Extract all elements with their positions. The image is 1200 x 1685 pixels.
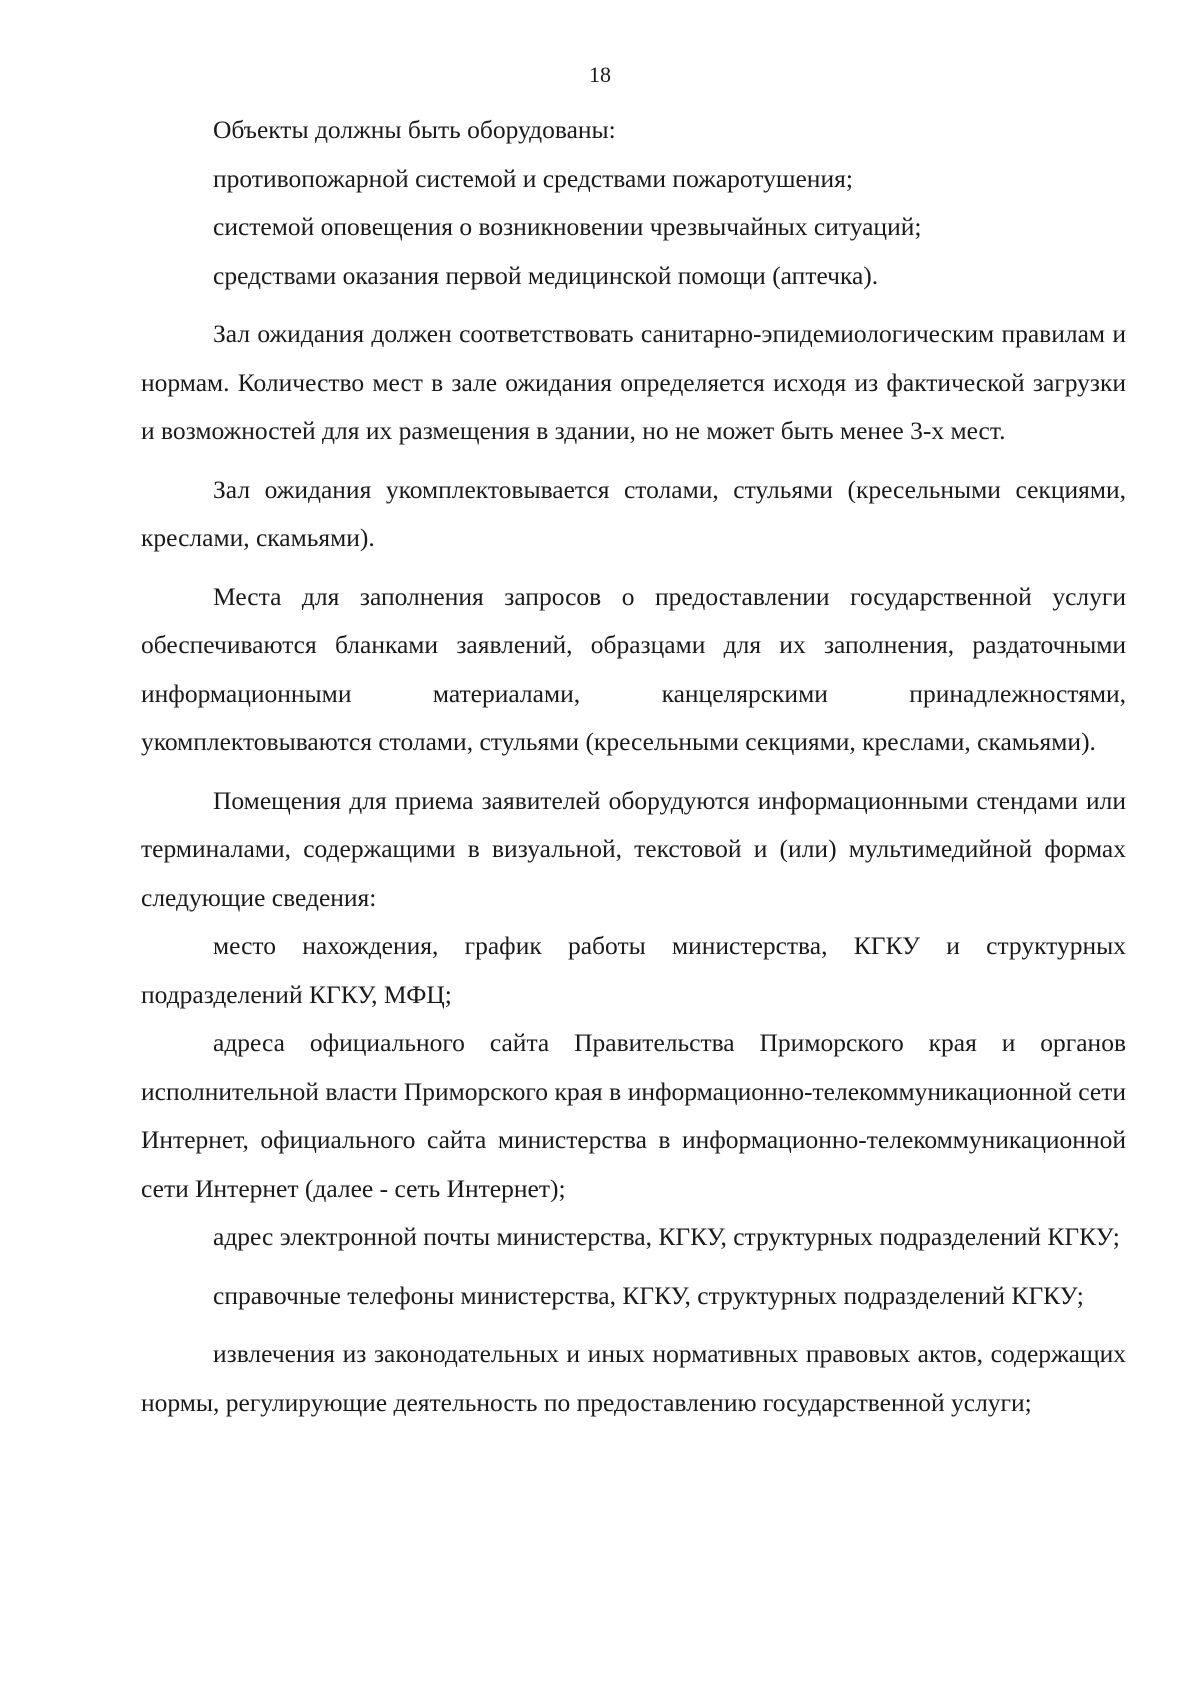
paragraph-equipment-intro: Объекты должны быть оборудованы: bbox=[213, 115, 616, 144]
paragraph-waiting-hall: Зал ожидания должен соответствовать санитарно-эпидемиологическим правилам и нормам. Количество мест в зале ожидания определяется исходя из фактической загрузки и возможностей для их размещения в здании, но не может быть менее 3-х мест. bbox=[141, 319, 1126, 445]
paragraph-request-places: Места для заполнения запросов о предоставлении государственной услуги обеспечиваются бланками заявлений, образцами для их заполнения, раздаточными информационными материалами, канцелярскими принадлежностями, укомплектовываются столами, стульями (кресельными секциями, креслами, скамьями). bbox=[141, 581, 1126, 756]
document-body bbox=[141, 106, 1126, 1427]
paragraph-alert-system: системой оповещения о возникновении чрезвычайных ситуаций; bbox=[213, 212, 922, 241]
page-number: 18 bbox=[589, 62, 611, 87]
paragraph-waiting-hall-furniture: Зал ожидания укомплектовывается столами, стульями (кресельными секциями, креслами, скамьями). bbox=[141, 474, 1126, 552]
paragraph-legal-extracts: извлечения из законодательных и иных нормативных правовых актов, содержащих нормы, регулирующие деятельность по предоставлению государственной услуги; bbox=[141, 1339, 1126, 1417]
paragraph-first-aid: средствами оказания первой медицинской помощи (аптечка). bbox=[213, 260, 879, 290]
paragraph-official-sites: адреса официального сайта Правительства Приморского края и органов исполнительной власти Приморского края в информационно-телекоммуникационной сети Интернет, официального сайта министерства в информационно-телекоммуникационной сети Интернет (далее - сеть Интернет); bbox=[141, 1028, 1126, 1203]
paragraph-location-schedule: место нахождения, график работы министерства, КГКУ и структурных подразделений КГКУ, МФЦ; bbox=[141, 931, 1126, 1009]
paragraph-phones: справочные телефоны министерства, КГКУ, структурных подразделений КГКУ; bbox=[213, 1280, 1084, 1310]
paragraph-info-stands: Помещения для приема заявителей оборудуются информационными стендами или терминалами, содержащими в визуальной, текстовой и (или) мультимедийной формах следующие сведения: bbox=[141, 785, 1126, 912]
paragraph-email: адрес электронной почты министерства, КГКУ, структурных подразделений КГКУ; bbox=[213, 1222, 1120, 1251]
paragraph-fire-system: противопожарной системой и средствами пожаротушения; bbox=[213, 163, 853, 193]
